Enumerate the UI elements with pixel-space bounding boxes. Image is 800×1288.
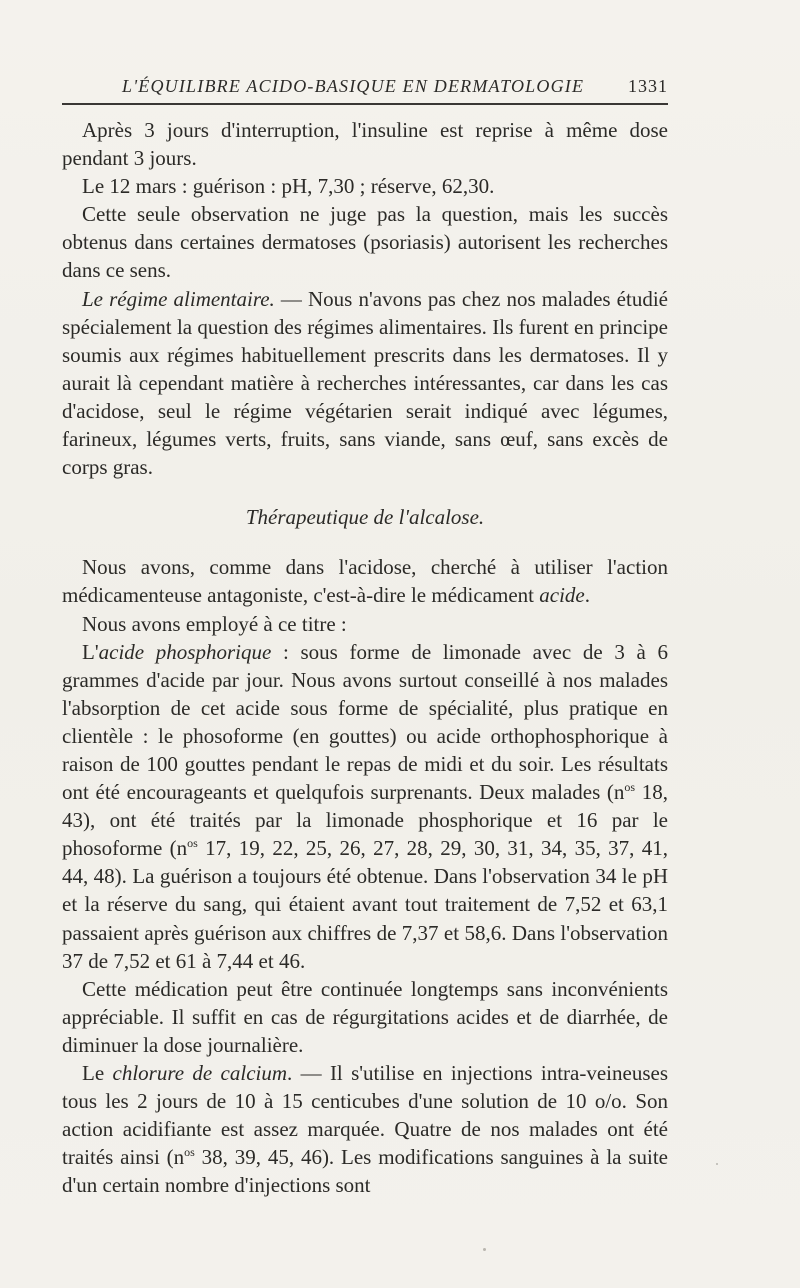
paragraph-healing-date: Le 12 mars : guérison : pH, 7,30 ; réserve, 62,30. bbox=[82, 174, 495, 199]
paragraph-calcium-chloride bbox=[62, 1059, 668, 1199]
acid-word: acide bbox=[539, 583, 585, 608]
running-head bbox=[62, 66, 668, 100]
paper-speck bbox=[483, 1248, 486, 1251]
diet-text: — Nous n'avons pas chez nos malades étudié spécialement la question des régimes alimentaires. Ils furent en principe soumis aux régimes habituellement prescrits dans les dermatoses. Il y aurait là cependant matière à recherches intéressantes, car dans les cas d'acidose, seul le régime végétarien serait indiqué avec légumes, farineux, légumes verts, fruits, sans viande, sans œuf, sans excès de corps gras. bbox=[62, 286, 668, 480]
header-rule bbox=[62, 103, 668, 105]
phosphoric-prefix: L' bbox=[82, 639, 99, 664]
calcium-title: chlorure de calcium bbox=[112, 1061, 288, 1085]
numero-superscript: os bbox=[624, 780, 636, 795]
paragraph-phosphoric-acid bbox=[62, 638, 668, 975]
paragraph-antagonist bbox=[62, 553, 668, 609]
page-number: 1331 bbox=[628, 76, 668, 96]
section-heading: Thérapeutique de l'alcalose. bbox=[245, 505, 485, 530]
calcium-text-b: 38, 39, 45, 46). Les modifications sanguines à la suite d'un certain nombre d'injections sont bbox=[62, 1145, 668, 1198]
calcium-prefix: Le bbox=[82, 1061, 113, 1085]
phosphoric-text-a: : sous forme de limonade avec de 3 à 6 grammes d'acide par jour. Nous avons surtout conseillé à nos malades l'absorption de cet acide sous forme de spécialité, plus pratique en clientèle : le phosoforme (en gouttes) ou acide orthophosphorique à raison de 100 gouttes pendant le repas de midi et du soir. Les résultats ont été encourageants et quelqufois surprenants. Deux malades (n bbox=[62, 639, 669, 805]
phosphoric-text-b: 18, 43), ont été traités par la limonade phosphorique et 16 par le phosoforme (n bbox=[62, 780, 668, 861]
body-text bbox=[62, 116, 668, 1199]
paragraph-insulin-resumed: Après 3 jours d'interruption, l'insuline est reprise à même dose pendant 3 jours. bbox=[62, 118, 668, 171]
numero-superscript: os bbox=[187, 836, 198, 851]
antagonist-text: Nous avons, comme dans l'acidose, cherché à utiliser l'action médicamenteuse antagoniste, c'est-à-dire le médicament bbox=[62, 555, 668, 608]
paragraph-employed: Nous avons employé à ce titre : bbox=[82, 611, 347, 636]
paragraph-medication-continued: Cette médication peut être continuée longtemps sans inconvénients appréciable. Il suffit en cas de régurgitations acides et de diarrhée, de diminuer la dose journalière. bbox=[62, 976, 668, 1057]
paper-speck bbox=[716, 1163, 718, 1165]
phosphoric-title: acide phosphorique bbox=[98, 639, 272, 664]
calcium-text-a: . — Il s'utilise en injections intra-veineuses tous les 2 jours de 10 à 15 centicubes d'une solution de 10 o/o. Son action acidifiante est assez marquée. Quatre de nos malades ont été traités ainsi (n bbox=[62, 1061, 668, 1170]
running-title: L'ÉQUILIBRE ACIDO-BASIQUE EN DERMATOLOGIE bbox=[122, 76, 585, 96]
phosphoric-text-c: 17, 19, 22, 25, 26, 27, 28, 29, 30, 31, 34, 35, 37, 41, 44, 48). La guérison a toujours été obtenue. Dans l'observation 34 le pH et la réserve du sang, qui étaient avant tout traitement de 7,52 et 63,1 passaient après guérison aux chiffres de 7,37 et 58,6. Dans l'observation 37 de 7,52 et 61 à 7,44 et 46. bbox=[62, 836, 669, 973]
antagonist-end: . bbox=[584, 583, 590, 608]
numero-superscript: os bbox=[184, 1145, 195, 1160]
paragraph-diet bbox=[62, 285, 668, 482]
diet-title: Le régime alimentaire. bbox=[82, 286, 275, 311]
paragraph-observation: Cette seule observation ne juge pas la question, mais les succès obtenus dans certaines dermatoses (psoriasis) autorisent les recherches dans ce sens. bbox=[62, 202, 668, 283]
